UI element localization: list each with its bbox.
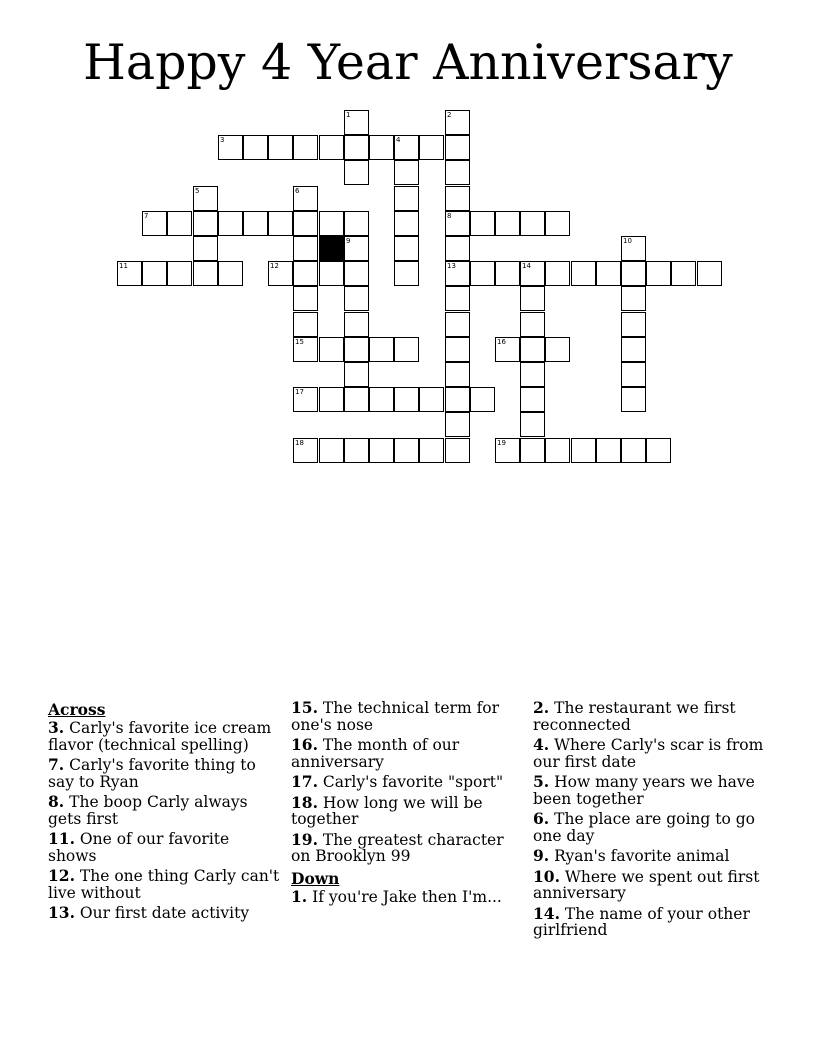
grid-cell[interactable] (445, 160, 470, 185)
grid-cell[interactable] (445, 312, 470, 337)
grid-cell[interactable] (571, 438, 596, 463)
cell-number: 19 (497, 439, 506, 447)
grid-cell[interactable] (319, 337, 344, 362)
grid-cell[interactable] (193, 186, 218, 211)
grid-cell[interactable] (268, 261, 293, 286)
grid-cell[interactable] (369, 387, 394, 412)
cell-number: 17 (295, 388, 304, 396)
grid-cell[interactable] (369, 337, 394, 362)
grid-cell[interactable] (520, 438, 545, 463)
grid-cell[interactable] (697, 261, 722, 286)
grid-cell[interactable] (167, 211, 192, 236)
grid-cell[interactable] (470, 211, 495, 236)
clue-across-8: 8. The boop Carly always gets first (48, 792, 248, 828)
grid-cell[interactable] (293, 337, 318, 362)
grid-cell[interactable] (193, 236, 218, 261)
grid-cell[interactable] (142, 261, 167, 286)
clue-down-4: 4. Where Carly's scar is from our first date (533, 735, 764, 771)
clue-across-12: 12. The one thing Carly can't live without (48, 866, 280, 902)
grid-cell[interactable] (445, 135, 470, 160)
grid-cell[interactable] (319, 135, 344, 160)
grid-cell[interactable] (268, 135, 293, 160)
grid-cell[interactable] (293, 438, 318, 463)
clue-column-2 (291, 700, 523, 909)
grid-cell[interactable] (445, 387, 470, 412)
grid-cell[interactable] (646, 261, 671, 286)
clue-down-2: 2. The restaurant we first reconnected (533, 698, 736, 734)
grid-cell[interactable] (243, 135, 268, 160)
grid-cell[interactable] (671, 261, 696, 286)
grid-cell[interactable] (621, 362, 646, 387)
grid-cell[interactable] (621, 261, 646, 286)
grid-cell[interactable] (621, 337, 646, 362)
grid-cell[interactable] (268, 211, 293, 236)
grid-cell[interactable] (394, 236, 419, 261)
clue-across-19: 19. The greatest character on Brooklyn 99 (291, 829, 504, 865)
cell-number: 10 (623, 237, 632, 245)
grid-cell[interactable] (470, 387, 495, 412)
down-heading: Down (291, 868, 340, 888)
grid-cell[interactable] (621, 387, 646, 412)
puzzle-title: Happy 4 Year Anniversary (83, 34, 733, 91)
across-heading: Across (48, 700, 106, 719)
grid-cell[interactable] (545, 438, 570, 463)
cell-number: 4 (396, 136, 401, 144)
clue-across-3: 3. Carly's favorite ice cream flavor (technical spelling) (48, 718, 272, 754)
grid-cell[interactable] (520, 286, 545, 311)
grid-cell[interactable] (394, 211, 419, 236)
grid-cell[interactable] (293, 186, 318, 211)
grid-cell[interactable] (445, 412, 470, 437)
grid-cell[interactable] (293, 312, 318, 337)
cell-number: 16 (497, 338, 506, 346)
grid-cell[interactable] (495, 337, 520, 362)
clue-across-13: 13. Our first date activity (48, 903, 250, 922)
grid-cell[interactable] (193, 211, 218, 236)
grid-cell[interactable] (495, 261, 520, 286)
grid-cell[interactable] (394, 160, 419, 185)
grid-cell[interactable] (394, 186, 419, 211)
cell-number: 11 (119, 262, 128, 270)
grid-cell[interactable] (193, 261, 218, 286)
grid-cell[interactable] (621, 286, 646, 311)
cell-number: 7 (144, 212, 149, 220)
grid-cell[interactable] (445, 110, 470, 135)
clue-across-11: 11. One of our favorite shows (48, 829, 230, 865)
grid-cell[interactable] (495, 438, 520, 463)
grid-cell[interactable] (445, 186, 470, 211)
clue-across-15: 15. The technical term for one's nose (291, 698, 500, 734)
grid-cell[interactable] (394, 261, 419, 286)
grid-cell[interactable] (520, 337, 545, 362)
grid-cell[interactable] (545, 337, 570, 362)
cell-number: 1 (346, 111, 351, 119)
grid-cell[interactable] (470, 261, 495, 286)
clue-down-9: 9. Ryan's favorite animal (533, 846, 730, 865)
grid-cell[interactable] (344, 135, 369, 160)
grid-cell[interactable] (394, 337, 419, 362)
grid-cell[interactable] (293, 261, 318, 286)
grid-cell[interactable] (293, 387, 318, 412)
grid-cell[interactable] (520, 261, 545, 286)
grid-cell[interactable] (369, 438, 394, 463)
cell-number: 5 (195, 187, 200, 195)
grid-cell[interactable] (344, 387, 369, 412)
grid-cell[interactable] (344, 211, 369, 236)
grid-cell[interactable] (596, 261, 621, 286)
grid-cell[interactable] (621, 236, 646, 261)
grid-cell[interactable] (344, 312, 369, 337)
grid-cell[interactable] (344, 160, 369, 185)
grid-cell[interactable] (344, 236, 369, 261)
cell-number: 15 (295, 338, 304, 346)
grid-cell[interactable] (218, 211, 243, 236)
grid-cell[interactable] (369, 135, 394, 160)
grid-cell[interactable] (520, 362, 545, 387)
grid-cell[interactable] (445, 438, 470, 463)
grid-cell[interactable] (319, 261, 344, 286)
cell-number: 12 (270, 262, 279, 270)
grid-cell[interactable] (218, 261, 243, 286)
grid-cell[interactable] (520, 211, 545, 236)
grid-cell[interactable] (419, 135, 444, 160)
cell-number: 18 (295, 439, 304, 447)
grid-cell[interactable] (646, 438, 671, 463)
grid-cell[interactable] (621, 438, 646, 463)
grid-cell[interactable] (293, 236, 318, 261)
grid-cell[interactable] (445, 337, 470, 362)
clue-down-6: 6. The place are going to go one day (533, 809, 755, 845)
grid-cell[interactable] (243, 211, 268, 236)
clue-column-1 (48, 700, 280, 926)
grid-cell[interactable] (596, 438, 621, 463)
grid-cell[interactable] (218, 135, 243, 160)
grid-cell[interactable] (167, 261, 192, 286)
grid-cell[interactable] (394, 387, 419, 412)
grid-cell[interactable] (445, 236, 470, 261)
grid-cell[interactable] (419, 387, 444, 412)
clue-column-3 (533, 700, 765, 943)
clue-across-18: 18. How long we will be together (291, 792, 483, 828)
cell-number: 3 (220, 136, 225, 144)
grid-cell[interactable] (445, 261, 470, 286)
cell-number: 2 (447, 111, 452, 119)
grid-cell[interactable] (545, 261, 570, 286)
grid-cell[interactable] (445, 211, 470, 236)
clue-across-7: 7. Carly's favorite thing to say to Ryan (48, 755, 256, 791)
grid-cell[interactable] (520, 387, 545, 412)
grid-cell[interactable] (319, 387, 344, 412)
cell-number: 8 (447, 212, 452, 220)
grid-cell[interactable] (142, 211, 167, 236)
grid-cell[interactable] (344, 337, 369, 362)
clue-down-14: 14. The name of your other girlfriend (533, 903, 750, 939)
grid-cell[interactable] (344, 362, 369, 387)
grid-cell[interactable] (344, 286, 369, 311)
grid-cell[interactable] (445, 286, 470, 311)
grid-cell[interactable] (495, 211, 520, 236)
grid-cell[interactable] (394, 438, 419, 463)
cell-number: 14 (522, 262, 531, 270)
grid-cell[interactable] (293, 211, 318, 236)
crossword-grid (0, 0, 816, 480)
grid-cell[interactable] (621, 312, 646, 337)
grid-cell[interactable] (571, 261, 596, 286)
clue-across-16: 16. The month of our anniversary (291, 735, 460, 771)
grid-cell[interactable] (319, 211, 344, 236)
clue-down-1: 1. If you're Jake then I'm... (291, 886, 502, 906)
grid-cell[interactable] (419, 438, 444, 463)
clue-down-10: 10. Where we spent out first anniversary (533, 866, 760, 902)
grid-cell[interactable] (344, 110, 369, 135)
grid-cell[interactable] (520, 412, 545, 437)
grid-cell[interactable] (344, 438, 369, 463)
clue-down-5: 5. How many years we have been together (533, 772, 755, 808)
grid-cell[interactable] (545, 211, 570, 236)
grid-cell[interactable] (520, 312, 545, 337)
cell-number: 9 (346, 237, 351, 245)
grid-cell[interactable] (293, 135, 318, 160)
grid-cell[interactable] (344, 261, 369, 286)
grid-cell[interactable] (445, 362, 470, 387)
grid-cell[interactable] (117, 261, 142, 286)
clue-across-17: 17. Carly's favorite "sport" (291, 772, 504, 791)
cell-number: 13 (447, 262, 456, 270)
black-cell (319, 236, 344, 261)
cell-number: 6 (295, 187, 300, 195)
grid-cell[interactable] (293, 286, 318, 311)
grid-cell[interactable] (394, 135, 419, 160)
grid-cell[interactable] (319, 438, 344, 463)
